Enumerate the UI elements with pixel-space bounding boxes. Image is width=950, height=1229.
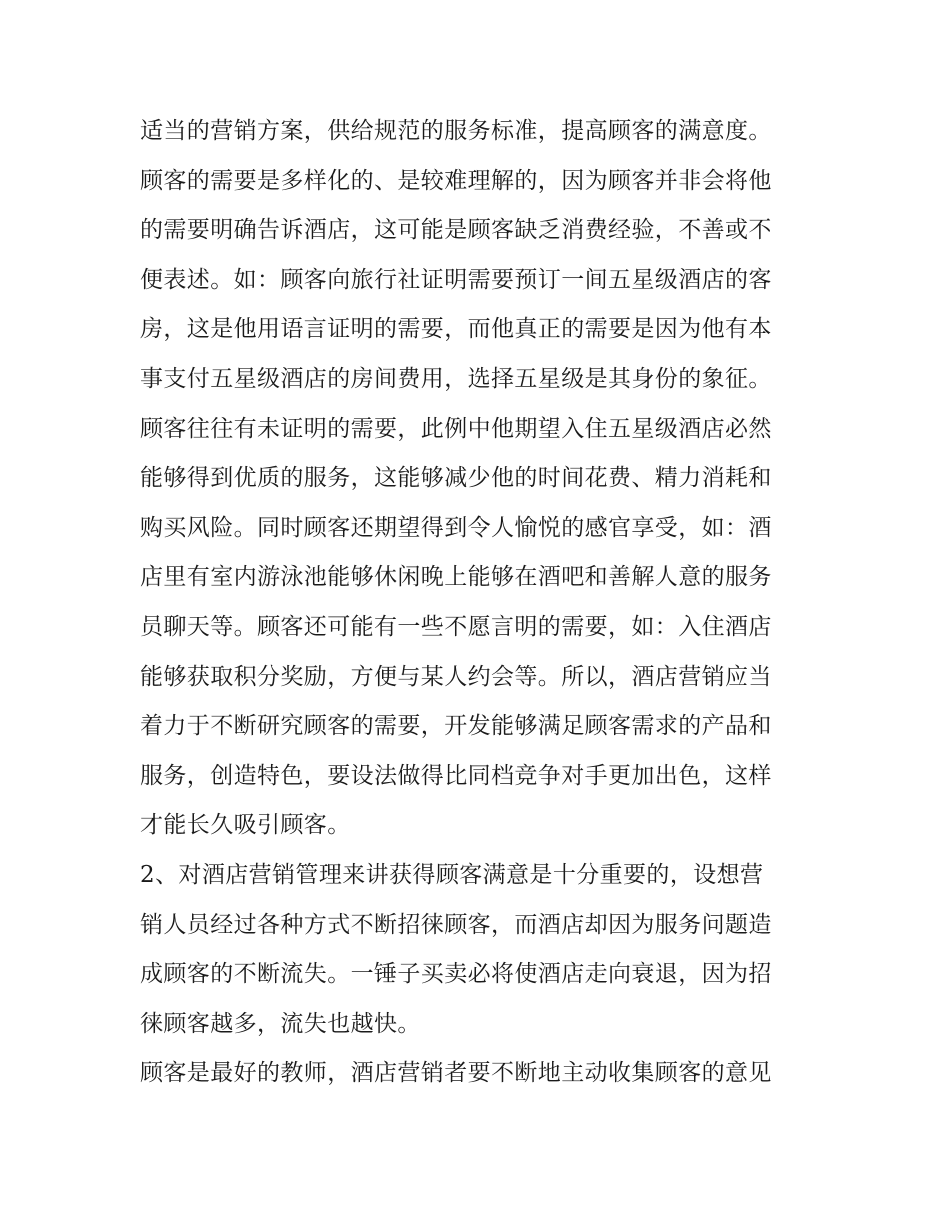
text-line: 顾客是最好的教师，酒店营销者要不断地主动收集顾客的意见 [140,1060,772,1087]
text-line: 着力于不断研究顾客的需要，开发能够满足顾客需求的产品和 [140,713,772,740]
body-text [140,107,820,1099]
text-line: 员聊天等。顾客还可能有一些不愿言明的需要，如：入住酒店 [140,613,772,640]
text-line: 徕顾客越多，流失也越快。 [140,1010,421,1037]
text-line: 能够获取积分奖励，方便与某人约会等。所以，酒店营销应当 [140,663,772,690]
text-line: 顾客的需要是多样化的、是较难理解的，因为顾客并非会将他 [140,167,772,194]
text-line: 便表述。如：顾客向旅行社证明需要预订一间五星级酒店的客 [140,266,772,293]
text-line: 能够得到优质的服务，这能够减少他的时间花费、精力消耗和 [140,465,772,492]
text-line: 适当的营销方案，供给规范的服务标准，提高顾客的满意度。 [140,118,772,144]
text-line: 2、对酒店营销管理来讲获得顾客满意是十分重要的，设想营 [140,861,764,888]
text-line: 才能长久吸引顾客。 [140,812,351,839]
text-line: 店里有室内游泳池能够休闲晚上能够在酒吧和善解人意的服务 [140,564,772,591]
text-line: 房，这是他用语言证明的需要，而他真正的需要是因为他有本 [140,316,772,343]
text-line: 购买风险。同时顾客还期望得到令人愉悦的感官享受，如：酒 [140,514,772,541]
text-line: 事支付五星级酒店的房间费用，选择五星级是其身份的象征。 [140,365,772,392]
text-line: 成顾客的不断流失。一锤子买卖必将使酒店走向衰退，因为招 [140,961,772,988]
text-line: 服务，创造特色，要设法做得比同档竞争对手更加出色，这样 [140,762,772,789]
text-line: 的需要明确告诉酒店，这可能是顾客缺乏消费经验，不善或不 [140,217,772,244]
text-line: 销人员经过各种方式不断招徕顾客，而酒店却因为服务问题造 [140,911,772,938]
text-line: 顾客往往有未证明的需要，此例中他期望入住五星级酒店必然 [140,415,772,442]
